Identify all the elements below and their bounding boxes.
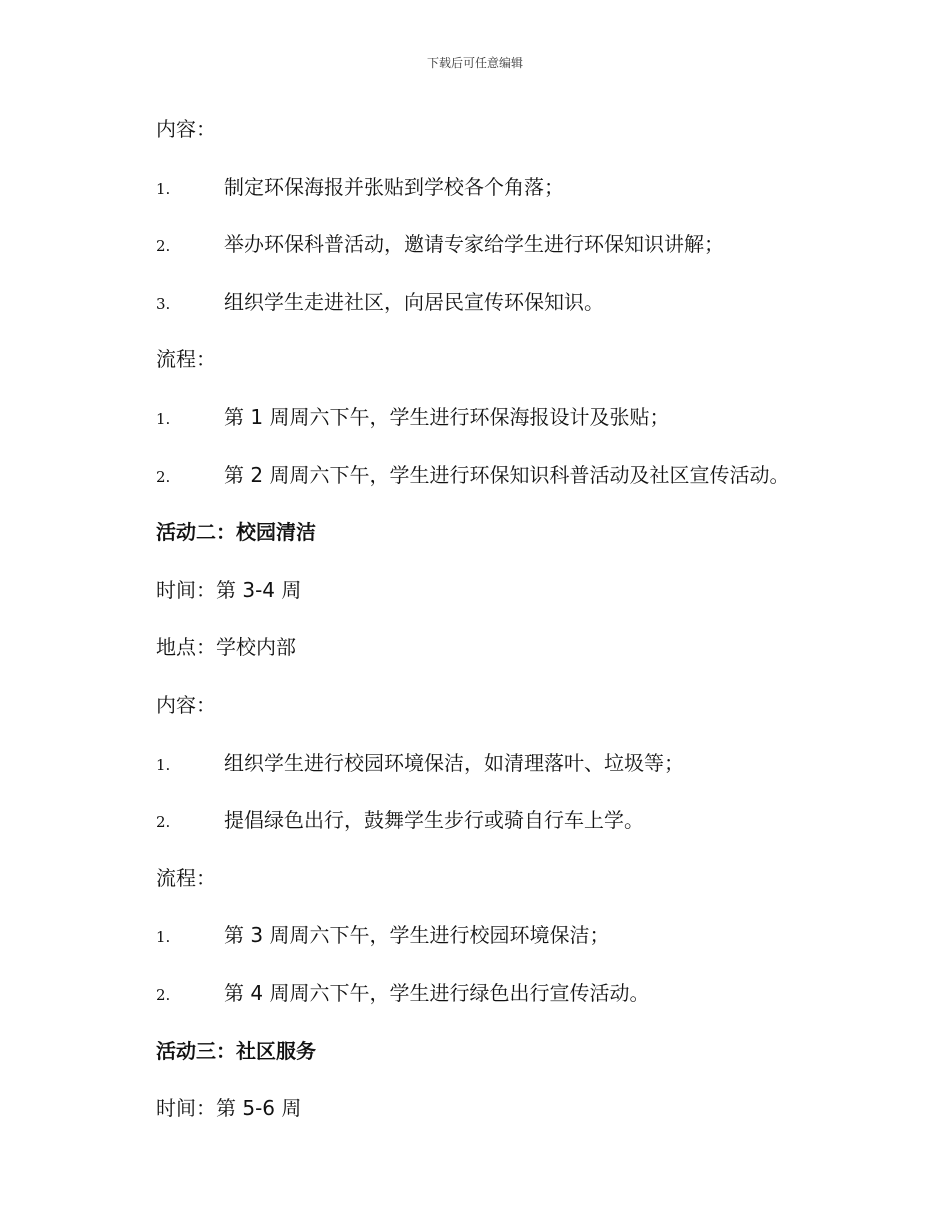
list-item xyxy=(156,170,856,228)
list-item xyxy=(156,400,856,458)
paragraph-line: 时间：第 5-6 周 xyxy=(156,1096,302,1121)
list-item-text: 第 2 周周六下午，学生进行环保知识科普活动及社区宣传活动。 xyxy=(224,462,790,487)
list-item-text: 第 1 周周六下午，学生进行环保海报设计及张贴； xyxy=(224,404,670,429)
list-item-number: 3. xyxy=(156,294,171,313)
list-item-text: 第 4 周周六下午，学生进行绿色出行宣传活动。 xyxy=(224,980,650,1005)
list-item-text: 组织学生进行校园环境保洁，如清理落叶、垃圾等； xyxy=(224,750,684,775)
section-heading: 活动三：社区服务 xyxy=(156,1038,316,1063)
list-item-text: 举办环保科普活动，邀请专家给学生进行环保知识讲解； xyxy=(224,232,724,257)
paragraph-line: 地点：学校内部 xyxy=(156,635,296,660)
list-item-text: 制定环保海报并张贴到学校各个角落； xyxy=(224,174,564,199)
list-item xyxy=(156,976,856,1034)
list-item-text: 第 3 周周六下午，学生进行校园环境保洁； xyxy=(224,923,610,948)
list-item xyxy=(156,458,856,516)
list-item xyxy=(156,285,856,343)
list-item-number: 1. xyxy=(156,755,171,774)
header-note: 下载后可任意编辑 xyxy=(426,56,523,70)
list-item xyxy=(156,746,856,804)
paragraph-line: 流程： xyxy=(156,347,216,372)
list-item xyxy=(156,803,856,861)
list-item-number: 2. xyxy=(156,467,171,486)
document-body xyxy=(156,112,856,1149)
list-item-number: 1. xyxy=(156,409,171,428)
list-item-text: 组织学生走进社区，向居民宣传环保知识。 xyxy=(224,289,604,314)
paragraph-line: 内容： xyxy=(156,117,216,141)
paragraph-line: 内容： xyxy=(156,692,216,717)
paragraph-line: 流程： xyxy=(156,865,216,890)
section-heading: 活动二：校园清洁 xyxy=(156,520,316,545)
list-item-number: 1. xyxy=(156,928,171,947)
list-item-number: 1. xyxy=(156,179,171,198)
list-item xyxy=(156,918,856,976)
list-item-number: 2. xyxy=(156,237,171,256)
list-item xyxy=(156,227,856,285)
list-item-number: 2. xyxy=(156,813,171,832)
list-item-number: 2. xyxy=(156,985,171,1004)
list-item-text: 提倡绿色出行，鼓舞学生步行或骑自行车上学。 xyxy=(224,808,644,833)
paragraph-line: 时间：第 3-4 周 xyxy=(156,577,302,602)
